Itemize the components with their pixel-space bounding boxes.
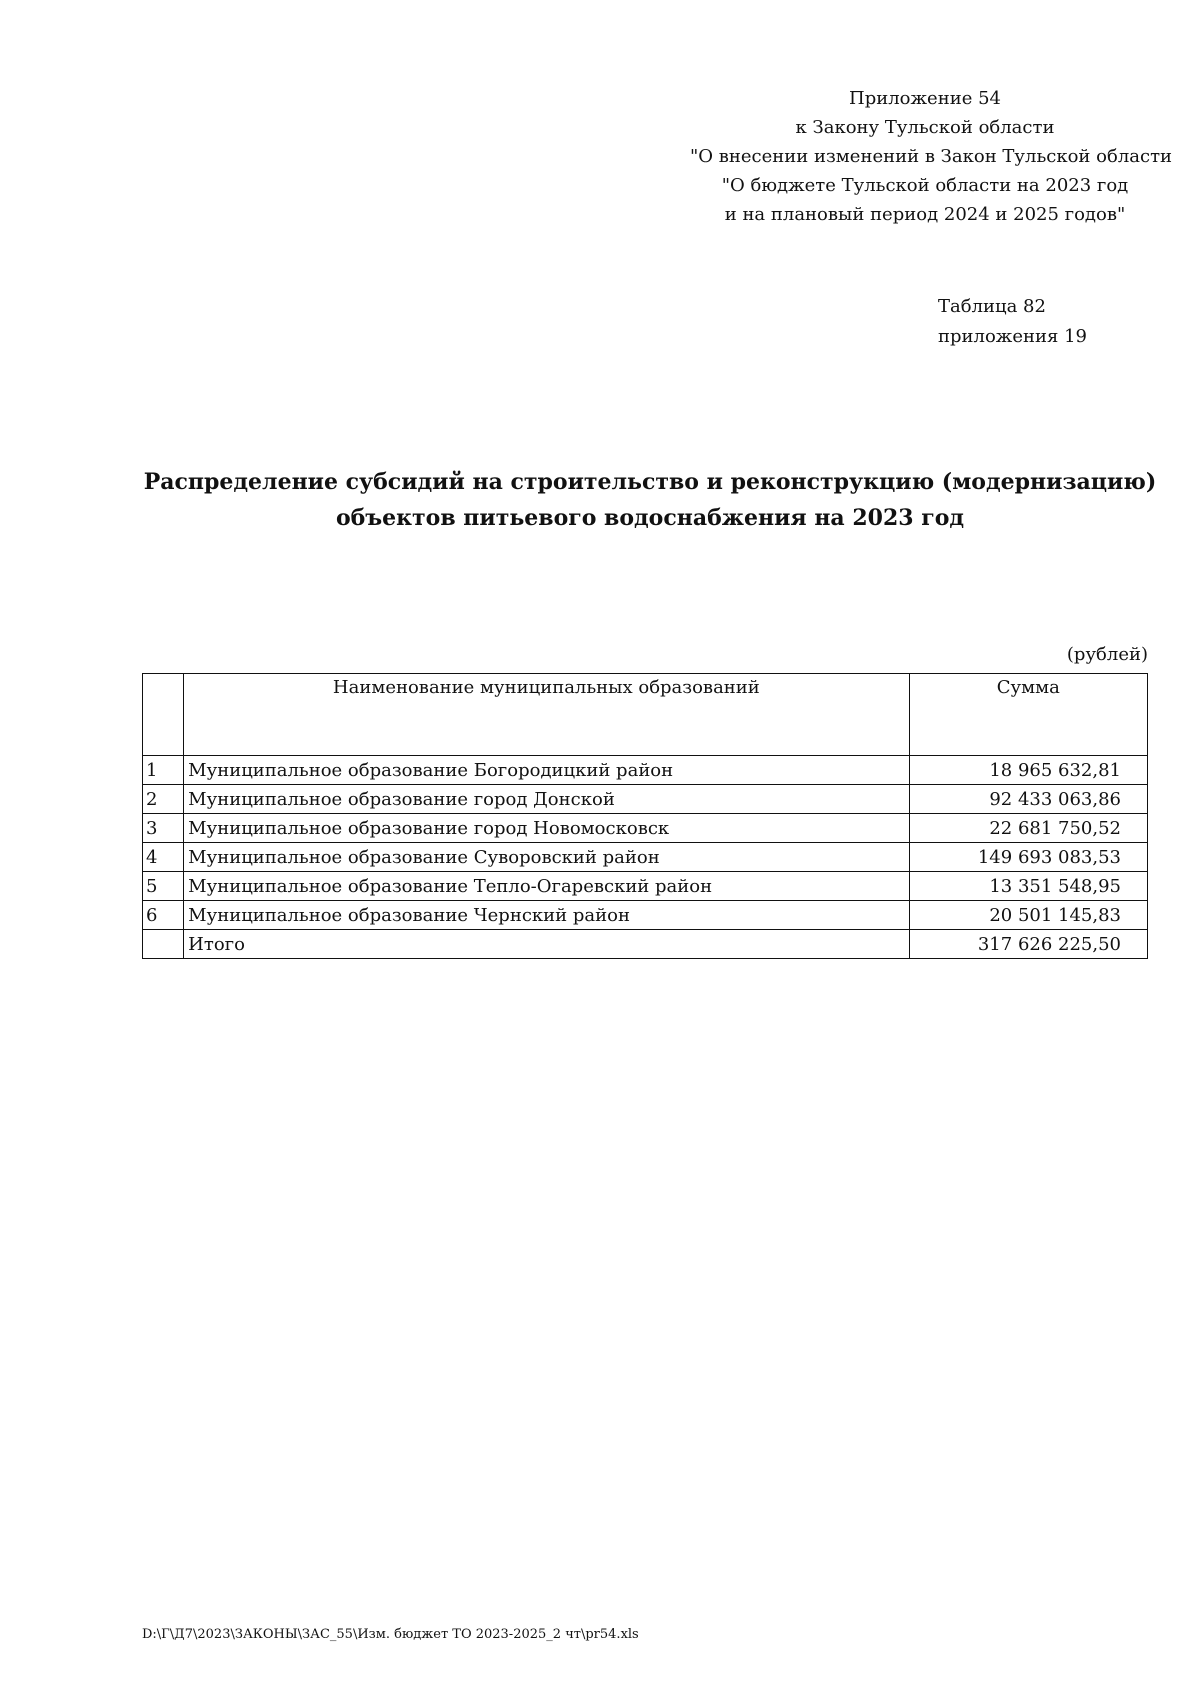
document-title bbox=[120, 464, 1180, 536]
appendix-header bbox=[690, 84, 1173, 229]
row-name: Муниципальное образование Тепло-Огаревский район bbox=[184, 872, 909, 901]
appendix-line: к Закону Тульской области bbox=[795, 117, 1055, 138]
table-row bbox=[143, 901, 1148, 930]
row-number bbox=[143, 930, 184, 959]
row-sum: 13 351 548,95 bbox=[909, 872, 1147, 901]
row-number: 4 bbox=[143, 843, 184, 872]
row-sum: 22 681 750,52 bbox=[909, 814, 1147, 843]
row-name: Муниципальное образование город Донской bbox=[184, 785, 909, 814]
appendix-line: "О внесении изменений в Закон Тульской области bbox=[690, 146, 1173, 167]
total-sum: 317 626 225,50 bbox=[909, 930, 1147, 959]
row-number: 3 bbox=[143, 814, 184, 843]
row-sum: 149 693 083,53 bbox=[909, 843, 1147, 872]
appendix-line: "О бюджете Тульской области на 2023 год bbox=[721, 175, 1129, 196]
row-sum: 18 965 632,81 bbox=[909, 756, 1147, 785]
row-name: Муниципальное образование Богородицкий район bbox=[184, 756, 909, 785]
header-name: Наименование муниципальных образований bbox=[184, 674, 909, 756]
row-number: 2 bbox=[143, 785, 184, 814]
row-number: 5 bbox=[143, 872, 184, 901]
table-reference bbox=[938, 292, 1087, 352]
table-header-row bbox=[143, 674, 1148, 756]
table-total-row bbox=[143, 930, 1148, 959]
table-reference-line: Таблица 82 bbox=[938, 296, 1046, 317]
distribution-table bbox=[142, 673, 1148, 959]
appendix-line: Приложение 54 bbox=[849, 88, 1001, 109]
row-sum: 92 433 063,86 bbox=[909, 785, 1147, 814]
row-name: Муниципальное образование Чернский район bbox=[184, 901, 909, 930]
header-number bbox=[143, 674, 184, 756]
appendix-line: и на плановый период 2024 и 2025 годов" bbox=[724, 204, 1126, 225]
row-name: Муниципальное образование город Новомосковск bbox=[184, 814, 909, 843]
table-row bbox=[143, 756, 1148, 785]
row-sum: 20 501 145,83 bbox=[909, 901, 1147, 930]
table-row bbox=[143, 814, 1148, 843]
total-label: Итого bbox=[184, 930, 909, 959]
row-number: 6 bbox=[143, 901, 184, 930]
title-line: Распределение субсидий на строительство и реконструкцию (модернизацию) bbox=[143, 469, 1157, 495]
table-row bbox=[143, 843, 1148, 872]
title-line: объектов питьевого водоснабжения на 2023 год bbox=[335, 505, 965, 531]
row-name: Муниципальное образование Суворовский район bbox=[184, 843, 909, 872]
file-path-footer: D:\Г\Д7\2023\ЗАКОНЫ\ЗАС_55\Изм. бюджет ТО 2023-2025_2 чт\pr54.xls bbox=[142, 1627, 639, 1642]
table-row bbox=[143, 785, 1148, 814]
row-number: 1 bbox=[143, 756, 184, 785]
table-row bbox=[143, 872, 1148, 901]
header-sum: Сумма bbox=[909, 674, 1147, 756]
table-reference-line: приложения 19 bbox=[938, 326, 1087, 347]
units-label: (рублей) bbox=[1066, 644, 1148, 665]
